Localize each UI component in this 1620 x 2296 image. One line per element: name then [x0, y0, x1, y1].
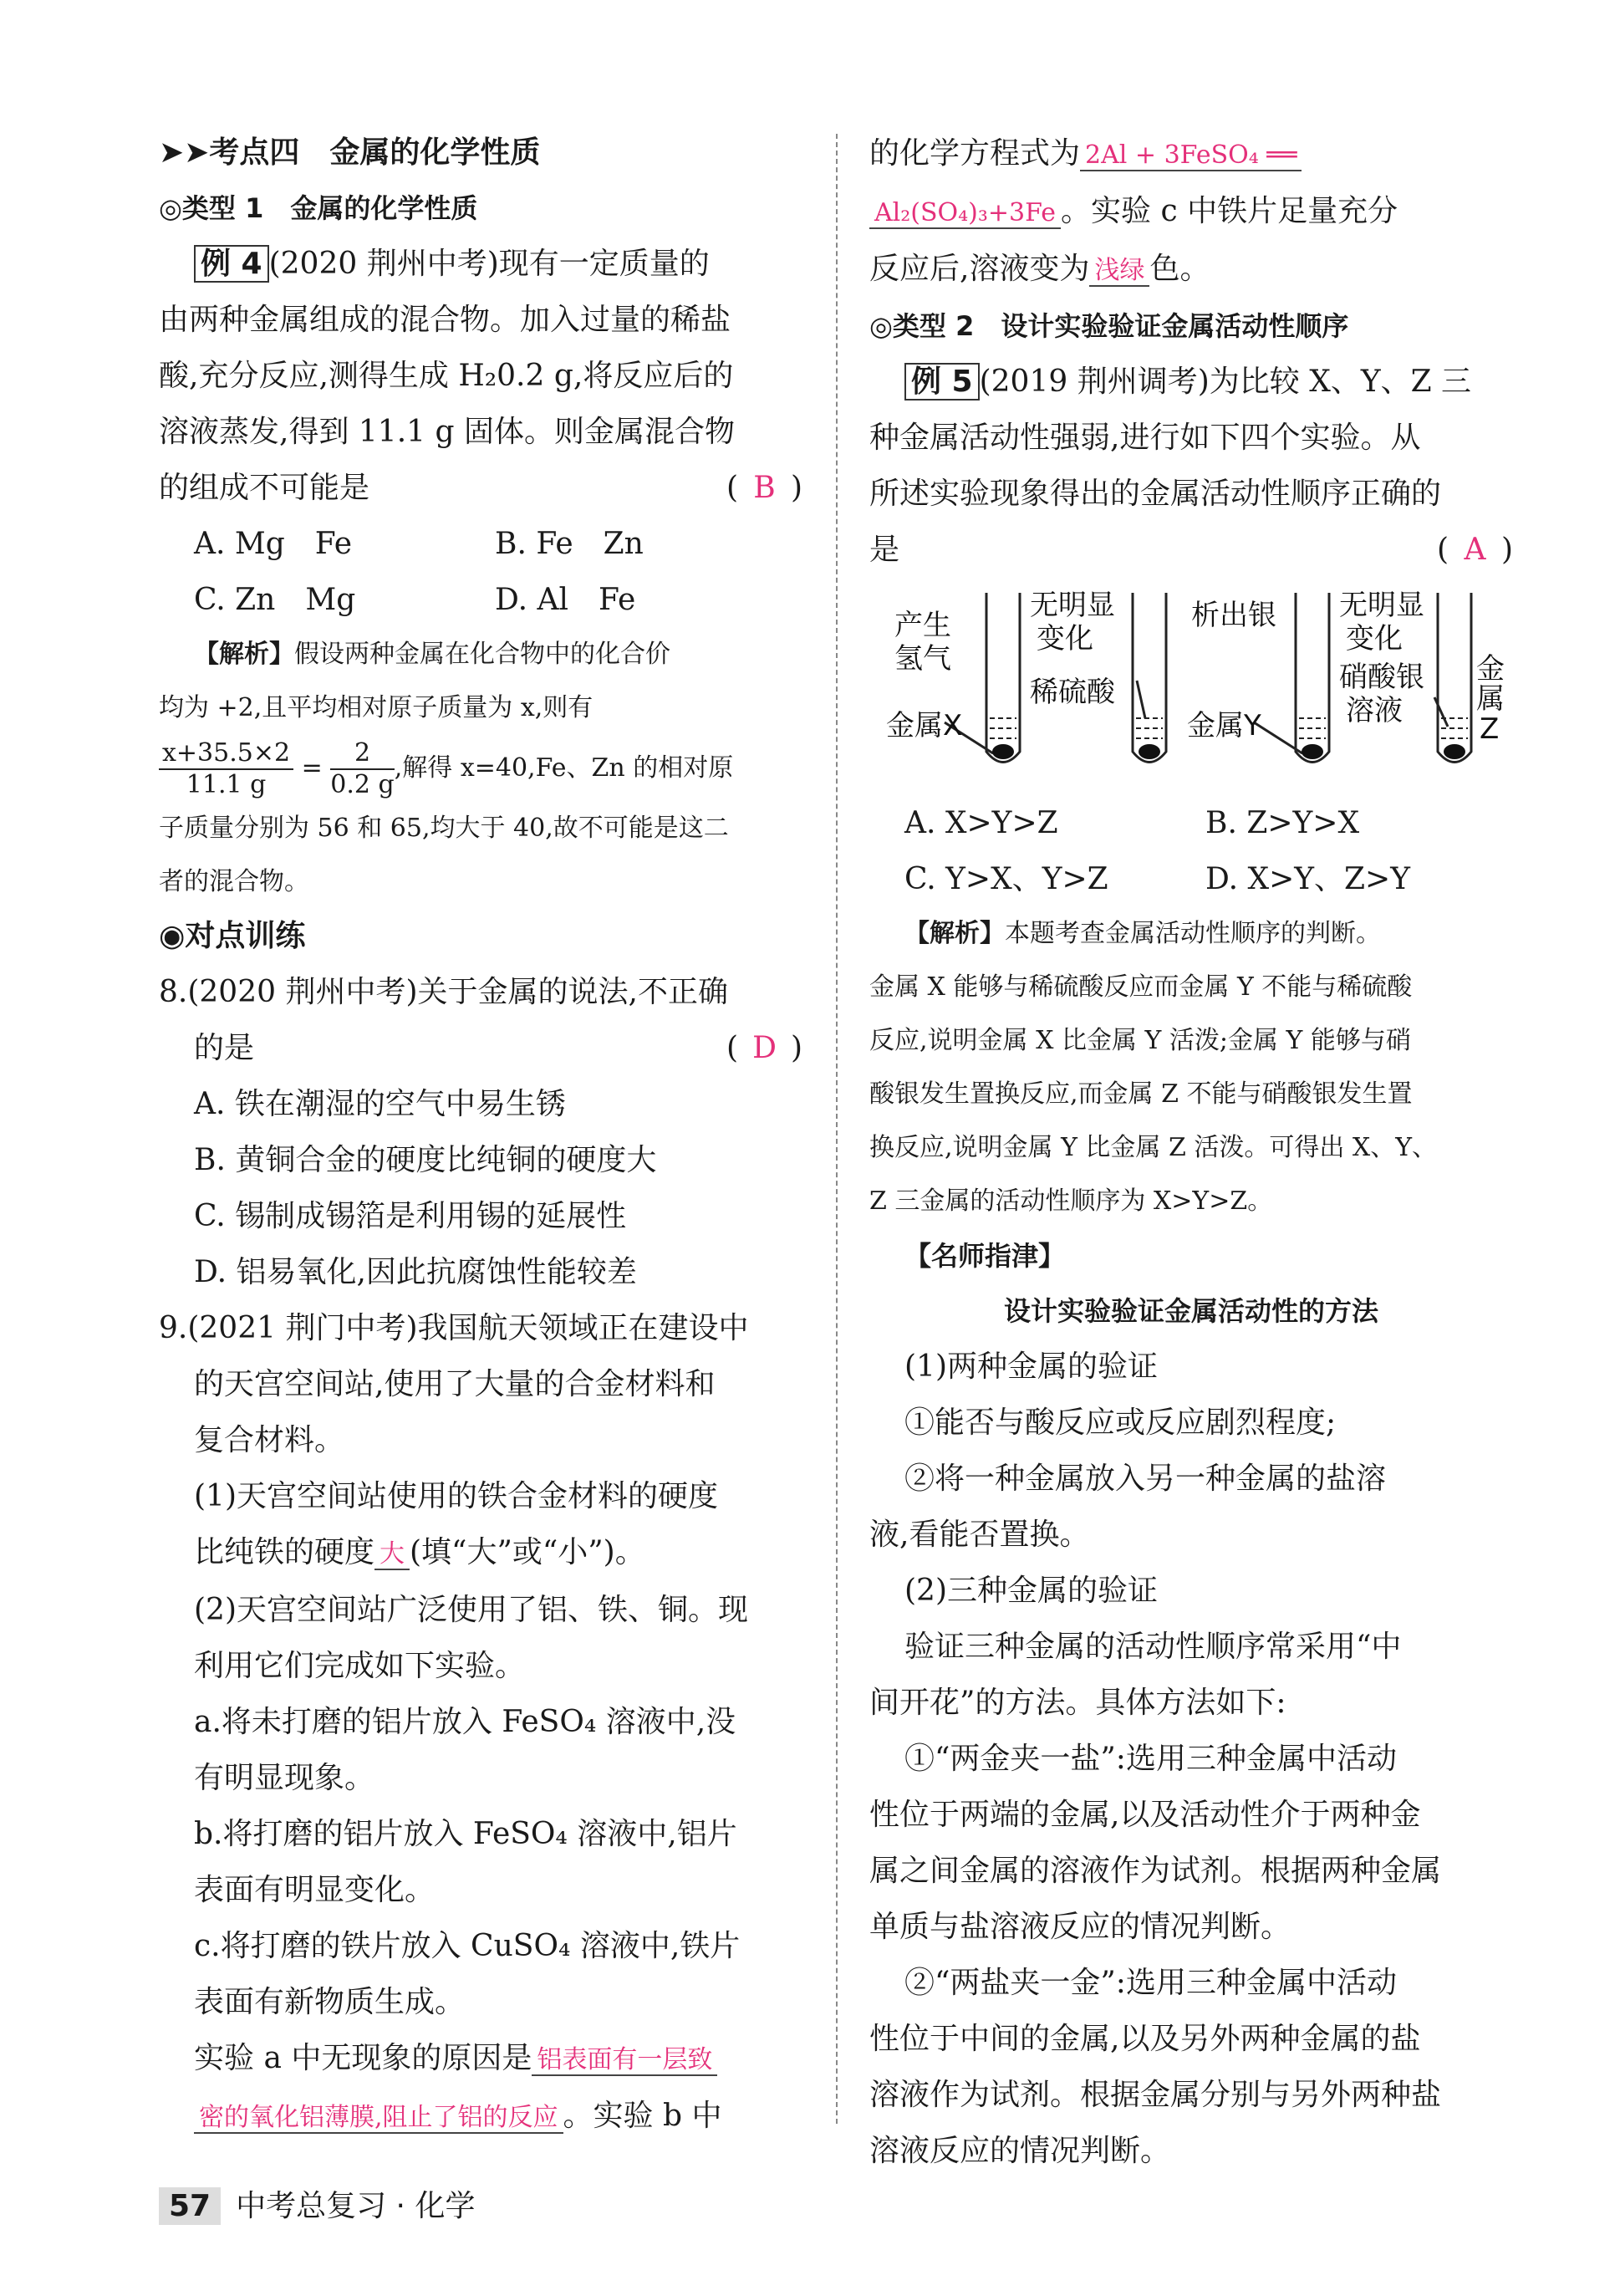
ex5-analysis-line4: 酸银发生置换反应,而金属 Z 不能与硝酸银发生置 [869, 1079, 1413, 1109]
equation-answer-2: Al₂(SO₄)₃+3Fe [869, 198, 1061, 229]
q9-c1: c.将打磨的铁片放入 CuSO₄ 溶液中,铁片 [194, 1929, 741, 1963]
fig-label-1c: 金属X [886, 709, 963, 742]
test-tube-2 [1133, 593, 1166, 763]
q9-a1: a.将未打磨的铝片放入 FeSO₄ 溶液中,没 [194, 1705, 736, 1739]
tips-m1a: ①“两金夹一盐”:选用三种金属中活动 [904, 1742, 1397, 1776]
tips-s2a2: 间开花”的方法。具体方法如下: [869, 1686, 1286, 1720]
q8-option-b: B. 黄铜合金的硬度比纯铜的硬度大 [194, 1143, 657, 1177]
fig-label-4d: 溶液 [1346, 694, 1403, 727]
tips-m1b: 性位于两端的金属,以及活动性介于两种金 [869, 1798, 1421, 1832]
fig-label-5a: 金 [1476, 652, 1505, 686]
page-footer [159, 2182, 475, 2225]
fig-label-2c: 稀硫酸 [1030, 676, 1115, 709]
drill-title: ◉对点训练 [159, 919, 306, 953]
test-tube-1 [986, 593, 1020, 763]
ex4-tag: 例 4 [194, 245, 269, 283]
q8-line1: 8.(2020 荆州中考)关于金属的说法,不正确 [159, 975, 728, 1009]
q8-option-c: C. 锡制成锡箔是利用锡的延展性 [194, 1199, 627, 1233]
q9-p1-answer: 大 [374, 1539, 410, 1570]
q9-reason-answer-2: 密的氧化铝薄膜,阻止了铝的反应 [194, 2103, 563, 2134]
ex5-analysis-line1: 【解析】本题考查金属活动性顺序的判断。 [904, 919, 1381, 948]
ex5-options-ab [869, 795, 1513, 851]
ex5-analysis-line3: 反应,说明金属 X 比金属 Y 活泼;金属 Y 能够与硝 [869, 1026, 1411, 1055]
q9-p1b: 比纯铁的硬度 大 (填“大”或“小”)。 [194, 1535, 645, 1569]
fig-label-2a: 无明显 [1030, 589, 1115, 622]
type1-title: ◎类型 1 金属的化学性质 [159, 192, 478, 224]
ex4-analysis-line4: 子质量分别为 56 和 65,均大于 40,故不可能是这二 [159, 814, 729, 843]
right-column [869, 125, 1513, 2179]
ex5-analysis-line6: Z 三金属的活动性顺序为 X>Y>Z。 [869, 1186, 1273, 1216]
ex4-line2: 由两种金属组成的混合物。加入过量的稀盐 [159, 303, 731, 337]
ex5-line3: 所述实验现象得出的金属活动性顺序正确的 [869, 477, 1442, 511]
ex5-option-b: B. Z>Y>X [1205, 806, 1360, 840]
ex4-analysis-equation: $\frac{x+35.5\times 2}{11.1 g}$ = $\frac{2}{0.2 g}$ ,解得 x=40,Fe、Zn 的相对原 [159, 735, 802, 802]
tips-m1d: 单质与盐溶液反应的情况判断。 [869, 1910, 1291, 1944]
metal-piece-1 [992, 744, 1014, 759]
ex5-option-c: C. Y>X、Y>Z [904, 862, 1108, 896]
tips-label: 【名师指津】 [904, 1240, 1066, 1272]
q9-p1a: (1)天宫空间站使用的铁合金材料的硬度 [194, 1479, 718, 1513]
tips-m2d: 溶液反应的情况判断。 [869, 2134, 1171, 2168]
q9-line1: 9.(2021 荆门中考)我国航天领域正在建设中 [159, 1311, 749, 1345]
book-title: 中考总复习 · 化学 [236, 2189, 476, 2223]
tips-s1b2: 液,看能否置换。 [869, 1518, 1090, 1552]
q8-answer: D [752, 1031, 777, 1065]
target-icon: ◎ [869, 310, 893, 342]
fig-label-4a: 无明显 [1339, 589, 1424, 622]
test-tube-4 [1438, 593, 1471, 763]
q9-b2: 表面有明显变化。 [194, 1873, 436, 1907]
ex5-option-a: A. X>Y>Z [904, 806, 1058, 840]
q9-reason-answer-1: 铝表面有一层致 [532, 2045, 717, 2076]
fig-label-3b: 金属Y [1187, 709, 1261, 742]
q9-a2: 有明显现象。 [194, 1761, 375, 1795]
ex4-analysis-line2: 均为 +2,且平均相对原子质量为 x,则有 [159, 693, 593, 722]
ex4-option-b: B. Fe Zn [495, 527, 644, 561]
ex4-answer: B [753, 471, 776, 505]
section-title: ➤➤考点四 金属的化学性质 [159, 135, 541, 170]
q8-option-d: D. 铝易氧化,因此抗腐蚀性能较差 [194, 1255, 637, 1289]
tips-title: 设计实验验证金属活动性的方法 [1003, 1295, 1378, 1327]
tips-m2a: ②“两盐夹一金”:选用三种金属中活动 [904, 1966, 1397, 2000]
color-answer: 浅绿 [1089, 256, 1149, 287]
ex5-line1: 例 5 (2019 荆州调考)为比较 X、Y、Z 三 [869, 354, 1513, 410]
eq-line2: Al₂(SO₄)₃+3Fe 。实验 c 中铁片足量充分 [869, 183, 1513, 241]
tips-m2b: 性位于中间的金属,以及另外两种金属的盐 [869, 2022, 1421, 2056]
ex5-options-cd [869, 851, 1513, 907]
ex4-line3: 酸,充分反应,测得生成 H₂0.2 g,将反应后的 [159, 359, 734, 393]
q9-p2b: 利用它们完成如下实验。 [194, 1649, 526, 1683]
ex5-analysis-line5: 换反应,说明金属 Y 比金属 Z 活泼。可得出 X、Y、 [869, 1133, 1438, 1162]
equation-answer-1: 2Al + 3FeSO₄ ══ [1080, 140, 1302, 171]
fig-label-4b: 变化 [1346, 622, 1403, 656]
ex5-line2: 种金属活动性强弱,进行如下四个实验。从 [869, 421, 1421, 455]
ex5-tag: 例 5 [904, 363, 980, 401]
q8-option-a: A. 铁在潮湿的空气中易生锈 [194, 1087, 566, 1121]
fraction-2: $\frac{2}{0.2 g}$ [330, 738, 395, 799]
tips-s1: (1)两种金属的验证 [904, 1350, 1158, 1384]
ex4-options-cd [159, 572, 802, 628]
ex4-analysis-line1: 【解析】假设两种金属在化合物中的化合价 [194, 640, 670, 669]
q9-line3: 复合材料。 [194, 1423, 345, 1457]
color-line: 反应后,溶液变为 浅绿 色。 [869, 252, 1210, 286]
ex4-option-d: D. Al Fe [495, 583, 636, 617]
ex4-option-a: A. Mg Fe [194, 527, 353, 561]
ex4-line4: 溶液蒸发,得到 11.1 g 固体。则金属混合物 [159, 415, 735, 449]
ex5-option-d: D. X>Y、Z>Y [1205, 862, 1410, 896]
ex4-analysis-line5: 者的混合物。 [159, 867, 309, 896]
metal-piece-3 [1302, 744, 1323, 759]
q9-r2: 密的氧化铝薄膜,阻止了铝的反应 。实验 b 中 [159, 2088, 802, 2145]
q9-r1: 实验 a 中无现象的原因是 铝表面有一层致 [159, 2030, 802, 2088]
ex5-line4: 是 ( A ) [869, 522, 1513, 578]
ex4-line5: 的组成不可能是 ( B ) [159, 460, 802, 516]
left-column [159, 125, 802, 2145]
double-arrow-icon: ➤➤ [159, 135, 210, 170]
metal-piece-2 [1139, 744, 1160, 759]
ex4-line1: 例 4 (2020 荆州中考)现有一定质量的 [159, 236, 802, 292]
tips-m2c: 溶液作为试剂。根据金属分别与另外两种盐 [869, 2078, 1442, 2112]
ex4-option-c: C. Zn Mg [194, 583, 356, 617]
fig-label-3a: 析出银 [1191, 599, 1276, 632]
test-tube-3 [1296, 593, 1329, 763]
bullet-icon: ◉ [159, 919, 186, 953]
page-number: 57 [159, 2187, 221, 2225]
eq-line1: 的化学方程式为 2Al + 3FeSO₄ ══ [869, 125, 1513, 183]
fig-label-1a: 产生 [894, 609, 951, 642]
analysis-label: 【解析】 [194, 640, 294, 669]
ex4-options-ab [159, 516, 802, 572]
fig-label-2b: 变化 [1037, 622, 1093, 656]
fig-label-4c: 硝酸银 [1339, 661, 1424, 694]
tips-s2: (2)三种金属的验证 [904, 1574, 1158, 1608]
q9-line2: 的天宫空间站,使用了大量的合金材料和 [194, 1367, 716, 1401]
q8-line2: 的是 ( D ) [159, 1020, 802, 1076]
fig-label-1b: 氢气 [894, 642, 951, 676]
tips-s2a1: 验证三种金属的活动性顺序常采用“中 [904, 1630, 1402, 1664]
ex5-answer: A [1464, 533, 1486, 567]
q9-p2a: (2)天宫空间站广泛使用了铝、铁、铜。现 [194, 1593, 748, 1627]
experiment-figure [886, 584, 1505, 785]
fig-label-5b: 属 [1476, 682, 1505, 716]
q9-b1: b.将打磨的铝片放入 FeSO₄ 溶液中,铝片 [194, 1817, 737, 1851]
ex5-analysis-line2: 金属 X 能够与稀硫酸反应而金属 Y 不能与稀硫酸 [869, 972, 1413, 1002]
fraction-1: $\frac{x+35.5\times 2}{11.1 g}$ [159, 738, 293, 800]
q9-c2: 表面有新物质生成。 [194, 1985, 466, 2019]
target-icon: ◎ [159, 192, 182, 224]
tips-m1c: 属之间金属的溶液作为试剂。根据两种金属 [869, 1854, 1442, 1888]
metal-piece-4 [1444, 744, 1465, 759]
column-divider [836, 134, 838, 2124]
tips-s1b1: ②将一种金属放入另一种金属的盐溶 [904, 1462, 1387, 1496]
fig-label-5c: Z [1480, 712, 1500, 746]
tips-s1a: ①能否与酸反应或反应剧烈程度; [904, 1406, 1337, 1440]
analysis-label: 【解析】 [904, 919, 1005, 948]
type2-title: ◎类型 2 设计实验验证金属活动性顺序 [869, 310, 1349, 342]
